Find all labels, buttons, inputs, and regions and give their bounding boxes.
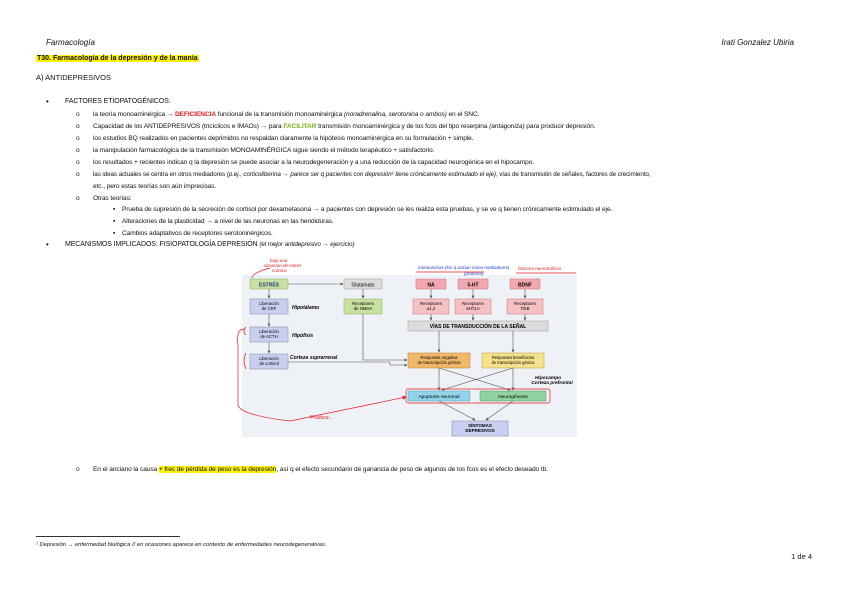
header-subject: Farmacología xyxy=(46,38,95,47)
mecanismos-heading: MECANISMOS IMPLICADOS: FISIOPATOLOGÍA DEPRESIÓN (el mejor antidepresivo → ejercicio) xyxy=(65,241,355,248)
circle-bullet-icon: o xyxy=(76,171,80,178)
list-item: la teoría monoaminérgica → DEFICIENCIA funcional de la transmisión monoaminérgica (noradrenalina, serotonina o ambos) en el SNC. xyxy=(93,111,480,118)
page-number: 1 de 4 xyxy=(791,552,812,561)
label-neurogenesis: Neurogénesis xyxy=(498,395,528,400)
sub-list-item: Cambios adaptativos de receptores serotoninérgicos. xyxy=(122,230,273,237)
label-acth: Liberación de ACTH xyxy=(259,329,279,339)
square-bullet-icon: ▪ xyxy=(113,206,116,213)
circle-bullet-icon: o xyxy=(76,147,80,154)
label-respuesta-beneficiosa: Respuesta beneficiosa de transcripción génica xyxy=(491,355,535,365)
list-item: las ideas actuales se centra en otros mediadores (p.ej., corticoliberina → parece ser q pacientes con depresión¹ tiene crónicamente estimulado el eje), vías de transmisión de señales, factores de crecimiento, xyxy=(93,171,651,178)
label-5ht: 5-HT xyxy=(467,282,479,289)
list-item: los resultados + recientes indican q la depresión se puede asociar a la neurodegeneración y a una reducción de la capacidad neurogénica en el hipocampo. xyxy=(93,159,534,166)
label-hipofisis: Hipófisis xyxy=(292,333,314,339)
document-title: T30. Farmacología de la depresión y de la manía xyxy=(37,55,198,62)
circle-bullet-icon: o xyxy=(76,159,80,166)
depression-pathophysiology-diagram xyxy=(230,255,610,441)
sub-list-item: Prueba de supresión de la secreción de cortisol por dexametasona → a pacientes con depresión se les realiza esta pruebas, y se ve q tienen crónicamente estimulado el eje. xyxy=(122,206,613,213)
label-hipotalamo: Hipotálamo xyxy=(292,305,320,311)
list-item: los estudios BQ realizados en pacientes deprimidos no respaldan claramente la hipótesis monoaminérgica en su formulación + simple. xyxy=(93,135,474,142)
label-sintomas: SÍNTOMAS DEPRESIVOS xyxy=(465,423,495,433)
square-bullet-icon: ▪ xyxy=(113,218,116,225)
label-crf: Liberación de CRF xyxy=(259,301,279,311)
label-vias-transduccion: VÍAS DE TRANSDUCCIÓN DE LA SEÑAL xyxy=(429,324,527,330)
label-cortisol: Liberación de cortisol xyxy=(259,356,279,366)
list-item-continuation: etc., pero estas teorías son aún imprecisas. xyxy=(93,183,217,190)
label-hipocampo: Hipocampo Corteza prefrontal xyxy=(531,376,573,386)
bullet-icon: • xyxy=(46,240,49,249)
note-bdnf: (proteína) xyxy=(464,271,484,276)
circle-bullet-icon: o xyxy=(76,123,80,130)
list-item: Otras teorías: xyxy=(93,195,132,202)
sub-list-item: Alteraciones de la plasticidad → a nivel de las neuronas en las hendiduras. xyxy=(122,218,334,225)
header-author: Irati Gonzalez Ubiria xyxy=(721,38,794,47)
circle-bullet-icon: o xyxy=(76,111,80,118)
label-nmda: Receptores de NMDA xyxy=(352,301,374,311)
list-item: Capacidad de los ANTIDEPRESIVOS (tricíclicos e IMAOs) → para FACILITAR transmisión monoaminérgica y de los fcos del tipo reserpina (antagoniza) para producir depresión. xyxy=(93,123,596,130)
list-item: la manipulación farmacológica de la transmisión MONOAMINÉRGICA sigue siendo el método terapéutico + satisfactorio. xyxy=(93,147,435,154)
circle-bullet-icon: o xyxy=(76,135,80,142)
section-heading: A) ANTIDEPRESIVOS xyxy=(36,73,112,82)
note-factores: factores neurotróficos xyxy=(518,266,562,271)
label-corteza-suprarrenal: Corteza suprarrenal xyxy=(290,355,338,361)
note-produce: Produce... xyxy=(310,415,333,421)
label-bdnf: BDNF xyxy=(518,282,532,289)
label-receptores-5ht: Receptores 5HT1A xyxy=(462,301,484,311)
note-monoaminas: monoaminas (los q actúan como mediadores) xyxy=(418,265,510,270)
footnote-divider xyxy=(36,536,180,537)
circle-bullet-icon: o xyxy=(76,195,80,202)
circle-bullet-icon: o xyxy=(76,466,80,473)
label-respuesta-negativa: Respuesta negativa de transcripción génica xyxy=(417,355,461,365)
label-na: NA xyxy=(427,282,435,289)
label-apoptosis: Apoptosis neuronal xyxy=(418,395,460,400)
bullet-icon: • xyxy=(46,97,49,106)
label-receptores-trkb: Receptores TrkB xyxy=(514,301,536,311)
label-receptores-alpha: Receptores α1,2 xyxy=(420,301,442,311)
square-bullet-icon: ▪ xyxy=(113,230,116,237)
footnote: ¹ Depresión → enfermedad biológica // en ocasiones aparece en contexto de enfermedades neurodegenerativas. xyxy=(36,542,327,548)
factores-heading: FACTORES ETIOPATOGÉNICOS: xyxy=(65,98,171,105)
list-item: En el anciano la causa + frec de pérdida de peso es la depresión, así q el efecto secundario de ganancia de peso de algunos de los fcos es el efecto deseado tb. xyxy=(93,466,548,473)
label-estres: ESTRÉS xyxy=(258,282,280,289)
label-glutamato: Glutamato xyxy=(351,282,375,289)
note-top: bajo una situación de estrés crónico xyxy=(264,258,302,273)
